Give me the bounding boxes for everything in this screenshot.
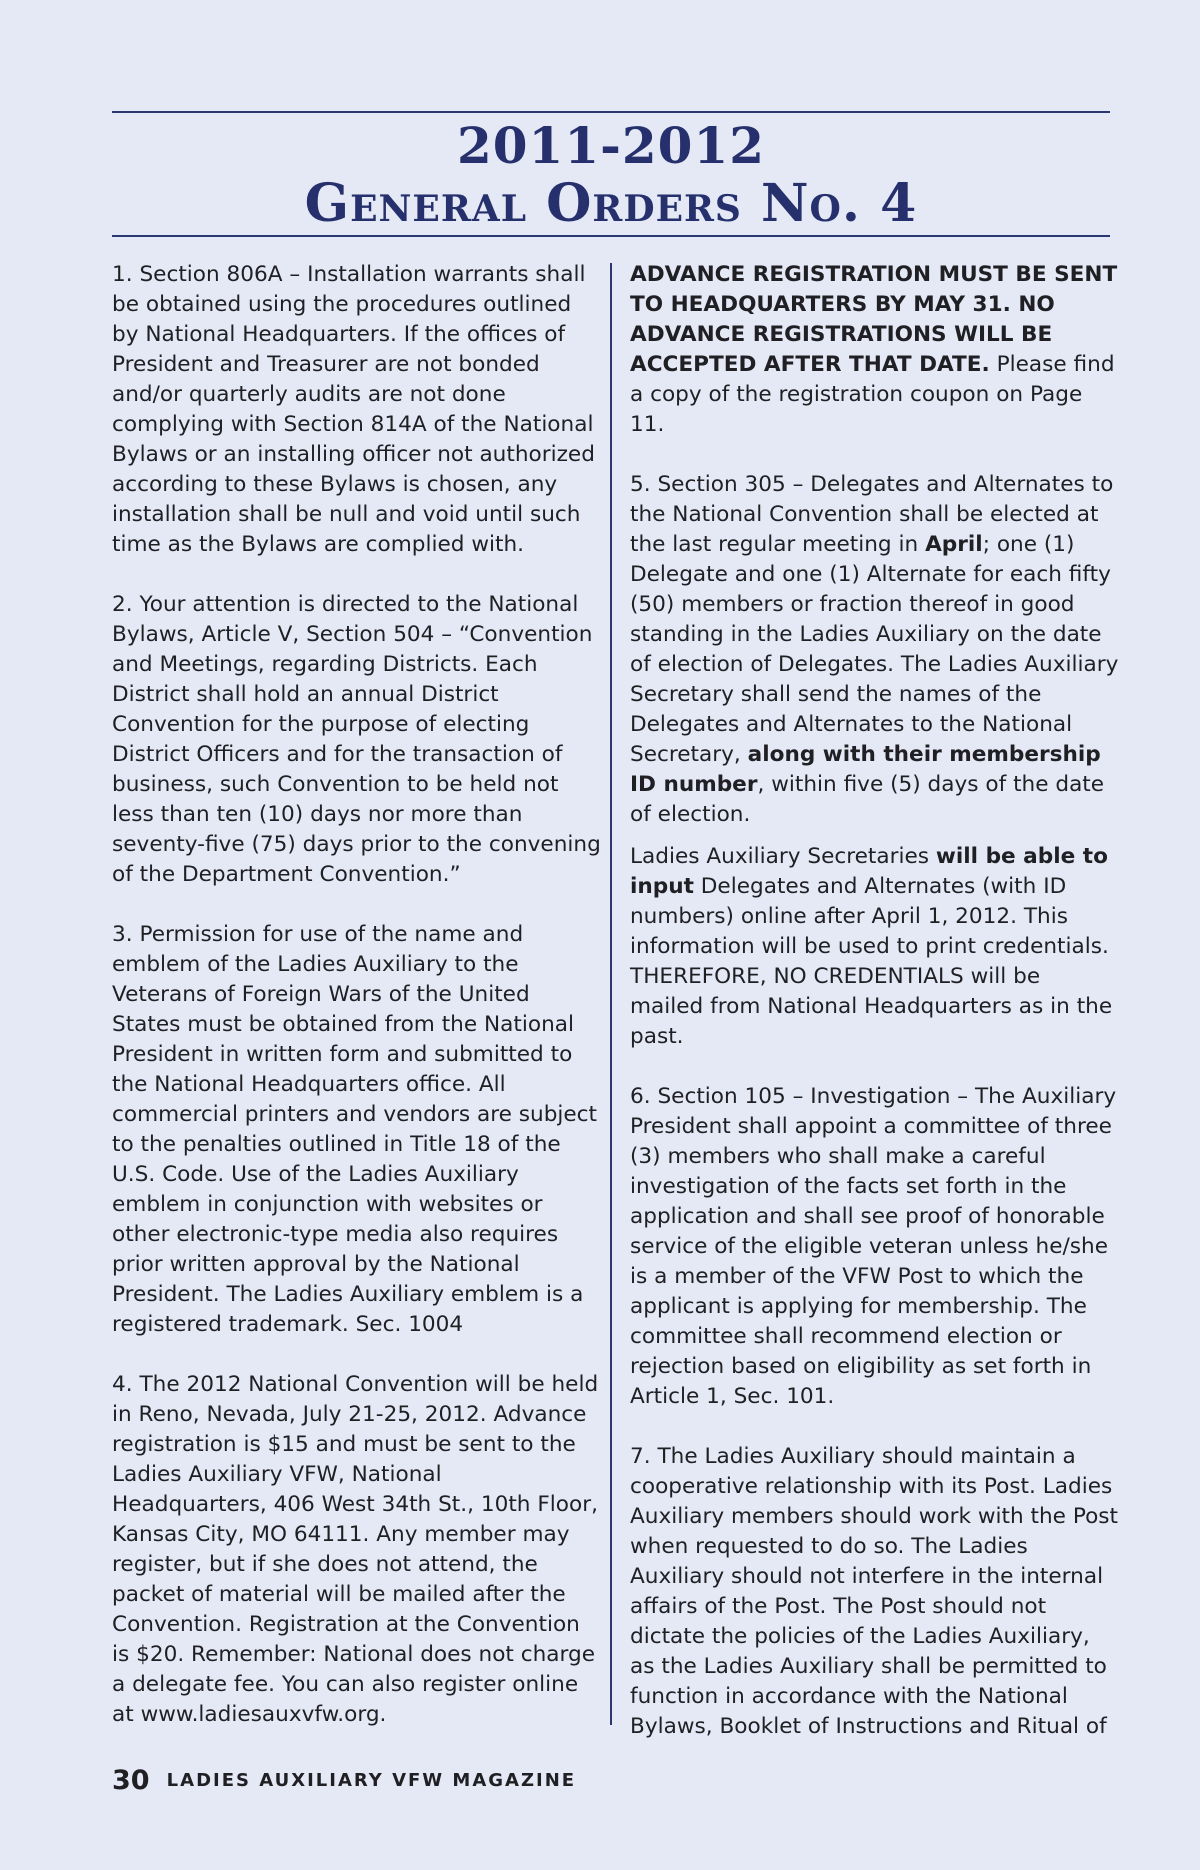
left-column <box>112 260 602 1730</box>
order-3-paragraph: 3. Permission for use of the name and emblem of the Ladies Auxiliary to the Veterans of Foreign Wars of the United States must be obtained from the National President in written form and submitted to the National Headquarters office. All commercial printers and vendors are subject to the penalties outlined in Title 18 of the U.S. Code. Use of the Ladies Auxiliary emblem in conjunction with websites or other electronic-type media also requires prior written approval by the National President. The Ladies Auxiliary emblem is a registered trademark. Sec. 1004 <box>112 922 598 1337</box>
order-5-membership-bold: along with their membership ID number <box>630 742 1101 797</box>
secretaries-text-b: Delegates and Alternates (with ID numbers) online after April 1, 2012. This information will be used to print credentials. THEREFORE, NO CREDENTIALS will be mailed from National Headquarters as in the past. <box>630 874 1113 1049</box>
order-4-paragraph: 4. The 2012 National Convention will be held in Reno, Nevada, July 21-25, 2012. Advance registration is $15 and must be sent to the Ladies Auxiliary VFW, National Headquarters, 406 West 34th St., 10th Floor, Kansas City, MO 64111. Any member may register, but if she does not attend, the packet of material will be mailed after the Convention. Registration at the Convention is $20. Remember: National does not charge a delegate fee. You can also register online at www.ladiesauxvfw.org. <box>112 1372 599 1727</box>
page-number: 30 <box>112 1765 150 1796</box>
registration-coupon-text: Please find a copy of the registration coupon on Page 11. <box>630 352 1115 437</box>
order-6-paragraph: 6. Section 105 – Investigation – The Auxiliary President shall appoint a committee of three (3) members who shall make a careful investigation of the facts set forth in the application and shall see proof of honorable service of the eligible veteran unless he/she is a member of the VFW Post to which the applicant is applying for membership. The committee shall recommend election or rejection based on eligibility as set forth in Article 1, Sec. 101. <box>630 1084 1117 1409</box>
order-5-april-bold: April <box>925 532 983 557</box>
header-top-rule <box>112 111 1110 113</box>
secretaries-input-bold: will be able to input <box>630 844 1108 899</box>
order-5-text-b: ; one (1) Delegate and one (1) Alternate for each fifty (50) members or fraction thereof in good standing in the Ladies Auxiliary on the date of election of Delegates. The Ladies Auxiliary Secretary shall send the names of the Delegates and Alternates to the National Secretary, <box>630 532 1119 767</box>
order-2-paragraph: 2. Your attention is directed to the National Bylaws, Article V, Section 504 – “Convention and Meetings, regarding Districts. Each District shall hold an annual District Convention for the purpose of electing District Officers and for the transaction of business, such Convention to be held not less than ten (10) days nor more than seventy-five (75) days prior to the convening of the Department Convention.” <box>112 592 601 887</box>
page-footer <box>112 1765 576 1796</box>
column-divider <box>610 263 612 1725</box>
order-1-paragraph: 1. Section 806A – Installation warrants shall be obtained using the procedures outlined by National Headquarters. If the offices of President and Treasurer are not bonded and/or quarterly audits are not done complying with Section 814A of the National Bylaws or an installing officer not authorized according to these Bylaws is chosen, any installation shall be null and void until such time as the Bylaws are complied with. <box>112 262 595 557</box>
order-5-paragraph <box>630 470 1120 830</box>
secretaries-paragraph <box>630 842 1120 1052</box>
registration-notice-paragraph <box>630 260 1120 440</box>
secretaries-text-a: Ladies Auxiliary Secretaries <box>630 844 936 869</box>
title-name: General Orders No. 4 <box>304 173 918 234</box>
order-7-paragraph: 7. The Ladies Auxiliary should maintain a cooperative relationship with its Post. Ladies Auxiliary members should work with the Post when requested to do so. The Ladies Auxiliary should not interfere in the internal affairs of the Post. The Post should not dictate the policies of the Ladies Auxiliary, as the Ladies Auxiliary shall be permitted to function in accordance with the National Bylaws, Booklet of Instructions and Ritual of <box>630 1444 1119 1739</box>
magazine-name: LADIES AUXILIARY VFW MAGAZINE <box>166 1770 577 1791</box>
title-year: 2011-2012 <box>456 116 766 175</box>
registration-deadline-bold: ADVANCE REGISTRATION MUST BE SENT TO HEADQUARTERS BY MAY 31. NO ADVANCE REGISTRATIONS WILL BE ACCEPTED AFTER THAT DATE. <box>630 262 1118 377</box>
right-column <box>630 260 1120 1742</box>
header-bottom-rule <box>112 235 1110 237</box>
page-title <box>112 118 1110 234</box>
order-5-text-c: , within five (5) days of the date of election. <box>630 772 1105 827</box>
order-5-text-a: 5. Section 305 – Delegates and Alternates to the National Convention shall be elected at the last regular meeting in <box>630 472 1114 557</box>
